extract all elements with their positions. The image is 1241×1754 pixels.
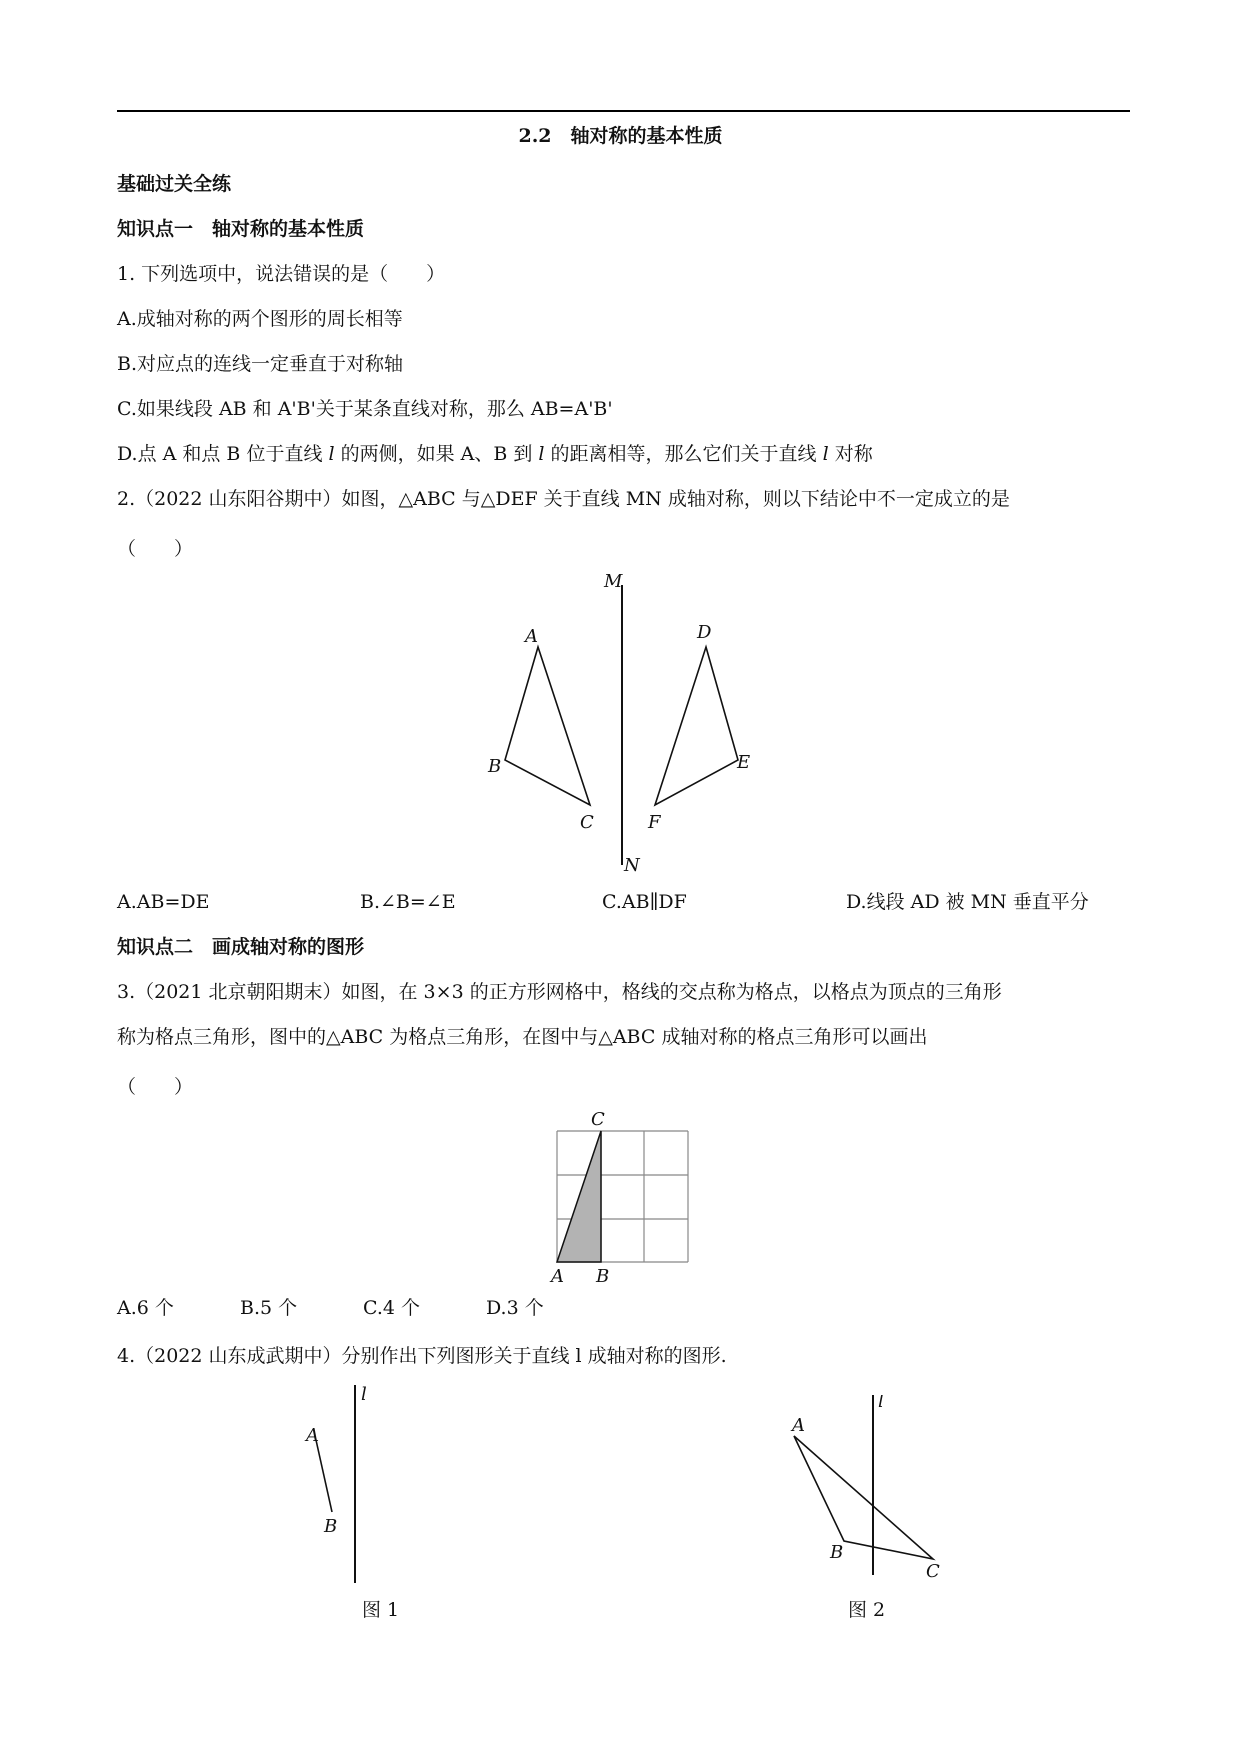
- grid-label-a: A: [551, 1266, 564, 1285]
- q2-stem: 2.（2022 山东阳谷期中）如图，△ABC 与△DEF 关于直线 MN 成轴对称，则以下结论中不一定成立的是: [117, 488, 1010, 510]
- fig2-label-l: l: [878, 1395, 884, 1412]
- label-m: M: [604, 571, 623, 592]
- q3-option-d: D.3 个: [486, 1297, 544, 1319]
- q4-figure-1: [295, 1385, 395, 1590]
- fig2-label-a: A: [792, 1415, 805, 1436]
- label-f: F: [648, 812, 661, 833]
- fig1-label-b: B: [324, 1516, 338, 1537]
- page-title: 2.2 轴对称的基本性质: [518, 125, 723, 147]
- q1-option-b: B.对应点的连线一定垂直于对称轴: [117, 353, 404, 375]
- fig1-label-a: A: [306, 1425, 319, 1446]
- q1-option-d: D.点 A 和点 B 位于直线 l 的两侧，如果 A、B 到 l 的距离相等，那么它们关于直线 l 对称: [117, 443, 873, 465]
- fig2-triangle-abc: [794, 1436, 933, 1559]
- fig2-label-b: B: [830, 1542, 844, 1563]
- q2-figure: [470, 565, 770, 875]
- q3-stem-line1: 3.（2021 北京朝阳期末）如图，在 3×3 的正方形网格中，格线的交点称为格点，以格点为顶点的三角形: [117, 981, 1002, 1003]
- q2-option-a: A.AB=DE: [117, 891, 210, 913]
- section-heading: 基础过关全练: [117, 173, 232, 195]
- q1-stem: 1. 下列选项中，说法错误的是（ ）: [117, 263, 446, 285]
- fig2-caption: 图 2: [848, 1599, 886, 1621]
- label-b: B: [488, 756, 502, 777]
- fig2-label-c: C: [926, 1561, 940, 1582]
- triangle-abc: [505, 647, 590, 805]
- q1-option-c: C.如果线段 AB 和 A'B'关于某条直线对称，那么 AB=A'B': [117, 398, 613, 420]
- q1-option-a: A.成轴对称的两个图形的周长相等: [117, 308, 403, 330]
- label-a: A: [525, 626, 538, 647]
- q4-figure-2: [780, 1395, 960, 1585]
- q3-answer-paren: （ ）: [117, 1076, 194, 1098]
- fig1-caption: 图 1: [362, 1599, 400, 1621]
- grid-label-b: B: [596, 1266, 610, 1285]
- label-e: E: [737, 752, 751, 773]
- label-d: D: [697, 622, 712, 643]
- q3-stem-line2: 称为格点三角形，图中的△ABC 为格点三角形，在图中与△ABC 成轴对称的格点三角形可以画出: [117, 1026, 928, 1048]
- q2-option-c: C.AB∥DF: [602, 891, 687, 913]
- header-rule: [117, 110, 1130, 112]
- triangle-abc-shaded: [557, 1131, 601, 1262]
- q3-option-c: C.4 个: [363, 1297, 421, 1319]
- q3-option-b: B.5 个: [240, 1297, 298, 1319]
- q2-option-b: B.∠B=∠E: [360, 891, 456, 913]
- knowledge-point-1: 知识点一 轴对称的基本性质: [117, 218, 365, 240]
- label-n: N: [624, 855, 640, 875]
- knowledge-point-2: 知识点二 画成轴对称的图形: [117, 936, 365, 958]
- label-c: C: [580, 812, 594, 833]
- q2-option-d: D.线段 AD 被 MN 垂直平分: [846, 891, 1089, 913]
- fig1-segment-ab: [316, 1440, 332, 1512]
- q3-grid-figure: [540, 1105, 700, 1285]
- grid-label-c: C: [591, 1109, 605, 1130]
- q2-answer-paren: （ ）: [117, 538, 194, 560]
- fig1-label-l: l: [361, 1385, 367, 1405]
- triangle-def: [655, 647, 738, 805]
- q3-option-a: A.6 个: [117, 1297, 174, 1319]
- q4-stem: 4.（2022 山东成武期中）分别作出下列图形关于直线 l 成轴对称的图形.: [117, 1345, 727, 1367]
